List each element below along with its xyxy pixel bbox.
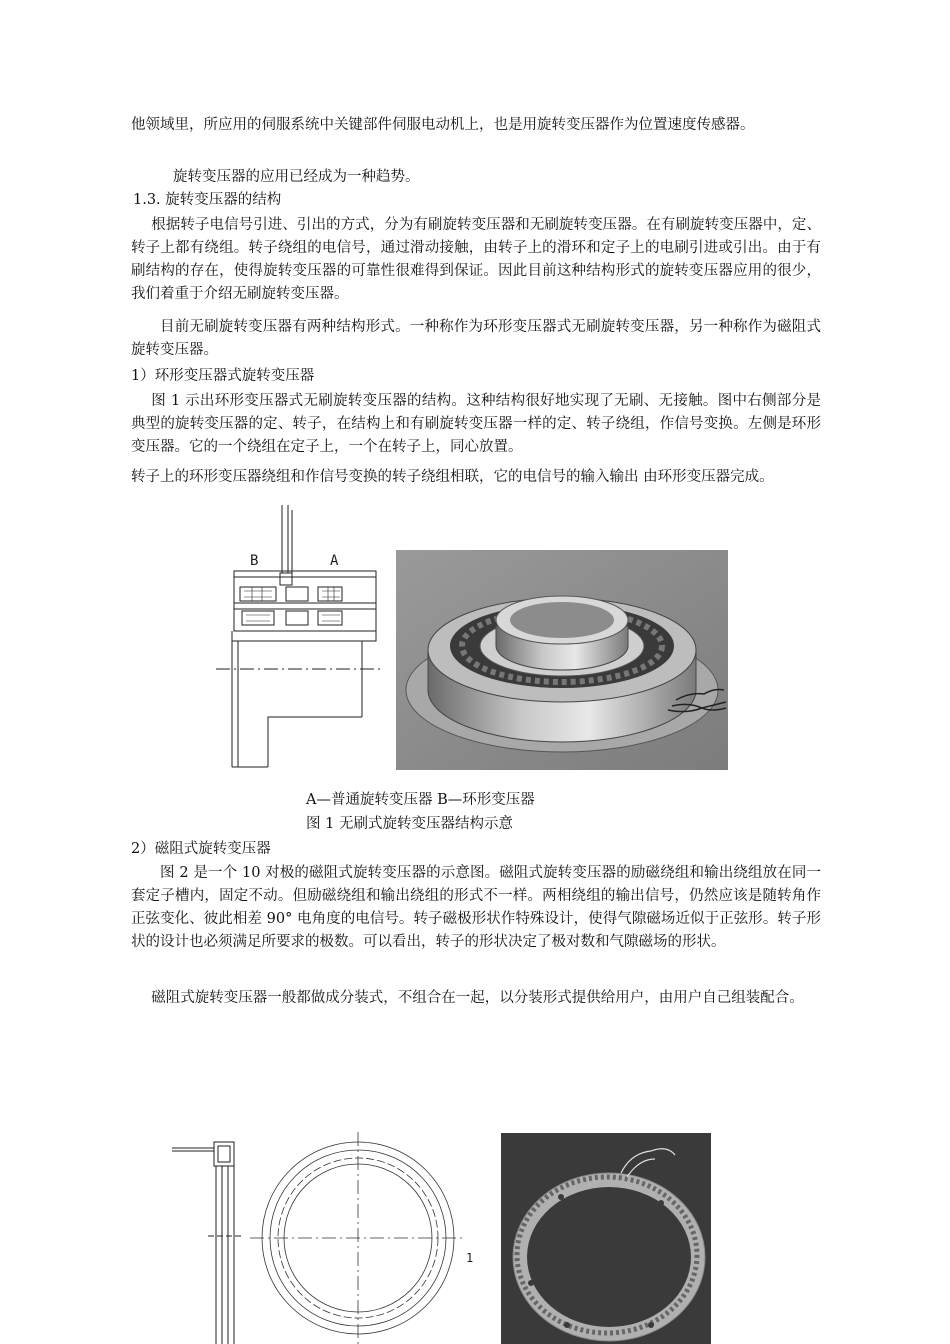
paragraph-brushless-types: 目前无刷旋转变压器有两种结构形式。一种称作为环形变压器式无刷旋转变压器，另一种称作为磁阻式旋转变压器。 (131, 319, 821, 358)
figure2-photo (501, 1133, 711, 1344)
paragraph-brush-types: 根据转子电信号引进、引出的方式，分为有刷旋转变压器和无刷旋转变压器。在有刷旋转变压器中，定、转子上都有绕组。转子绕组的电信号，通过滑动接触，由转子上的滑环和定子上的电刷引进或引出。由于有刷结构的存在，使得旋转变压器的可靠性很难得到保证。因此目前这种结构形式的旋转变压器应用的很少，我们着重于介绍无刷旋转变压器。 (131, 217, 821, 302)
paragraph-figure2-desc: 图 2 是一个 10 对极的磁阻式旋转变压器的示意图。磁阻式旋转变压器的励磁绕组和输出绕组放在同一套定子槽内，固定不动。但励磁绕组和输出绕组的形式不一样。两相绕组的输出信号，仍然应该是随转角作正弦变化、彼此相差 90° 电角度的电信号。转子磁极形状作特殊设计，使得气隙磁场近似于正弦形。转子形状的设计也必须满足所要求的极数。可以看出，转子的形状决定了极对数和气隙磁场的形状。 (131, 865, 821, 950)
figure2-front-view (248, 1130, 474, 1344)
figure1-caption: 图 1 无刷式旋转变压器结构示意 (306, 816, 513, 832)
section-heading-structure: 1.3. 旋转变压器的结构 (133, 192, 282, 208)
paragraph-rotor-winding: 转子上的环形变压器绕组和作信号变换的转子绕组相联，它的电信号的输入输出 由环形变压器完成。 (131, 469, 774, 485)
figure1-label-a: A (330, 553, 339, 569)
page-number: 1 (466, 1251, 474, 1265)
figure1-legend: A—普通旋转变压器 B—环形变压器 (306, 792, 535, 808)
figure1-label-b: B (250, 553, 259, 569)
paragraph-split-assembly: 磁阻式旋转变压器一般都做成分装式，不组合在一起，以分装形式提供给用户，由用户自己组装配合。 (151, 990, 804, 1006)
figure2-side-view (170, 1140, 242, 1344)
paragraph-figure1-desc: 图 1 示出环形变压器式无刷旋转变压器的结构。这种结构很好地实现了无刷、无接触。图中右侧部分是典型的旋转变压器的定、转子，在结构上和有刷旋转变压器一样的定、转子绕组，作信号变换。左侧是环形变压器。它的一个绕组在定子上，一个在转子上，同心放置。 (131, 393, 821, 455)
paragraph-trend: 旋转变压器的应用已经成为一种趋势。 (173, 169, 420, 185)
figure1-drawing (212, 505, 384, 767)
paragraph-intro: 他领域里，所应用的伺服系统中关键部件伺服电动机上，也是用旋转变压器作为位置速度传感器。 (131, 117, 755, 133)
subheading-ring-transformer: 1）环形变压器式旋转变压器 (131, 368, 315, 384)
figure1-photo (396, 550, 728, 770)
subheading-reluctance: 2）磁阻式旋转变压器 (131, 841, 271, 857)
